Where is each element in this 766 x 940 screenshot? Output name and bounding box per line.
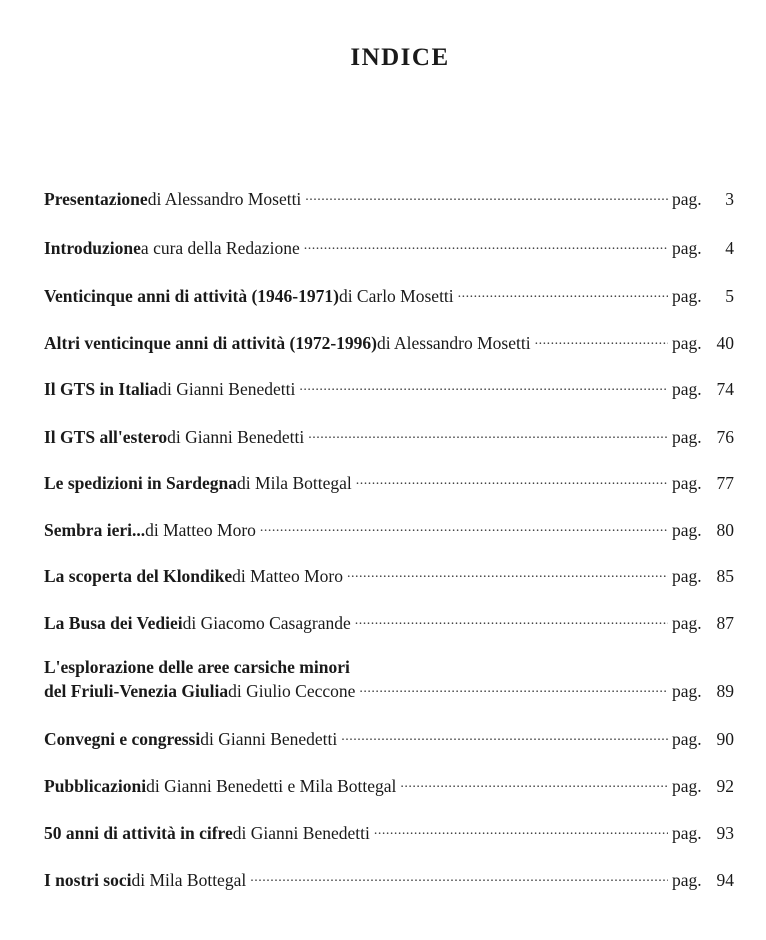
toc-entry — [44, 868, 734, 892]
toc-entry — [44, 821, 734, 845]
page-number: 92 — [716, 775, 734, 796]
entry-title-line1: L'esplorazione delle aree carsiche minori — [44, 657, 350, 677]
toc-entry — [44, 727, 734, 751]
toc-entry — [44, 471, 734, 495]
page-number: 76 — [716, 426, 734, 447]
entry-title: Pubblicazioni — [44, 775, 147, 796]
entry-title: Il GTS all'estero — [44, 426, 168, 447]
page-number: 5 — [725, 285, 734, 306]
entry-author: di Gianni Benedetti — [167, 426, 305, 447]
page-label: pag. — [672, 680, 702, 701]
page-number: 93 — [716, 822, 734, 843]
entry-author: di Gianni Benedetti — [200, 728, 338, 749]
page-label: pag. — [672, 565, 702, 586]
page-label: pag. — [672, 822, 702, 843]
toc-entry — [44, 564, 734, 588]
page-number: 89 — [716, 680, 734, 701]
page-label: pag. — [672, 728, 702, 749]
page-label: pag. — [672, 519, 702, 540]
dot-leader — [400, 774, 668, 792]
toc-entry — [44, 284, 734, 308]
page-label: pag. — [672, 332, 702, 353]
dot-leader — [305, 187, 668, 205]
page-label: pag. — [672, 775, 702, 796]
toc-entry — [44, 187, 734, 211]
dot-leader — [250, 868, 668, 886]
page-label: pag. — [672, 869, 702, 890]
dot-leader — [308, 425, 668, 443]
entry-title: Venticinque anni di attività (1946-1971) — [44, 285, 339, 306]
entry-title: La scoperta del Klondike — [44, 565, 233, 586]
entry-author: di Alessandro Mosetti — [376, 332, 531, 353]
dot-leader — [299, 377, 668, 395]
toc-entry — [44, 331, 734, 355]
toc-entry — [44, 236, 734, 260]
page-label: pag. — [672, 237, 702, 258]
dot-leader — [535, 331, 668, 349]
entry-author: di Matteo Moro — [145, 519, 256, 540]
entry-title: Altri venticinque anni di attività (1972-1996) — [44, 332, 377, 353]
entry-author: a cura della Redazione — [140, 237, 300, 258]
entry-title: Il GTS in Italia — [44, 378, 159, 399]
page-label: pag. — [672, 285, 702, 306]
page-label: pag. — [672, 612, 702, 633]
toc-entry-two-line — [44, 656, 734, 703]
entry-title: Sembra ieri... — [44, 519, 146, 540]
page-number: 85 — [716, 565, 734, 586]
entry-title: Le spedizioni in Sardegna — [44, 472, 238, 493]
toc-entry — [44, 518, 734, 542]
entry-author: di Carlo Mosetti — [338, 285, 454, 306]
dot-leader — [458, 284, 668, 302]
entry-title-line2: del Friuli-Venezia Giulia — [44, 680, 229, 701]
dot-leader — [374, 821, 668, 839]
entry-author: di Giacomo Casagrande — [182, 612, 351, 633]
toc-entry — [44, 425, 734, 449]
dot-leader — [341, 727, 668, 745]
entry-title: Introduzione — [44, 237, 141, 258]
page-label: pag. — [672, 378, 702, 399]
page-number: 4 — [725, 237, 734, 258]
entry-author: di Giulio Ceccone — [228, 680, 356, 701]
entry-title: 50 anni di attività in cifre — [44, 822, 233, 843]
entry-author: di Alessandro Mosetti — [147, 188, 302, 209]
page-label: pag. — [672, 426, 702, 447]
page-number: 40 — [716, 332, 734, 353]
page-number: 94 — [716, 869, 734, 890]
dot-leader — [356, 471, 668, 489]
page-label: pag. — [672, 188, 702, 209]
dot-leader — [347, 564, 668, 582]
dot-leader — [359, 679, 668, 697]
entry-author: di Mila Bottegal — [131, 869, 247, 890]
page-label: pag. — [672, 472, 702, 493]
entry-author: di Matteo Moro — [232, 565, 343, 586]
page-number: 77 — [716, 472, 734, 493]
toc-entry — [44, 377, 734, 401]
page-number: 80 — [716, 519, 734, 540]
entry-title: Presentazione — [44, 188, 148, 209]
entry-title: I nostri soci — [44, 869, 132, 890]
page-number: 74 — [716, 378, 734, 399]
dot-leader — [304, 236, 668, 254]
entry-author: di Gianni Benedetti — [158, 378, 296, 399]
page-title: INDICE — [350, 44, 450, 71]
entry-author: di Gianni Benedetti — [232, 822, 370, 843]
dot-leader — [260, 518, 668, 536]
toc-entry — [44, 774, 734, 798]
entry-title: Convegni e congressi — [44, 728, 201, 749]
toc-entry — [44, 611, 734, 635]
page-number: 90 — [716, 728, 734, 749]
entry-title: La Busa dei Vediei — [44, 612, 183, 633]
page-number: 3 — [725, 188, 734, 209]
dot-leader — [355, 611, 668, 629]
entry-author: di Mila Bottegal — [237, 472, 352, 493]
entry-author: di Gianni Benedetti e Mila Bottegal — [146, 775, 397, 796]
page-number: 87 — [716, 612, 734, 633]
